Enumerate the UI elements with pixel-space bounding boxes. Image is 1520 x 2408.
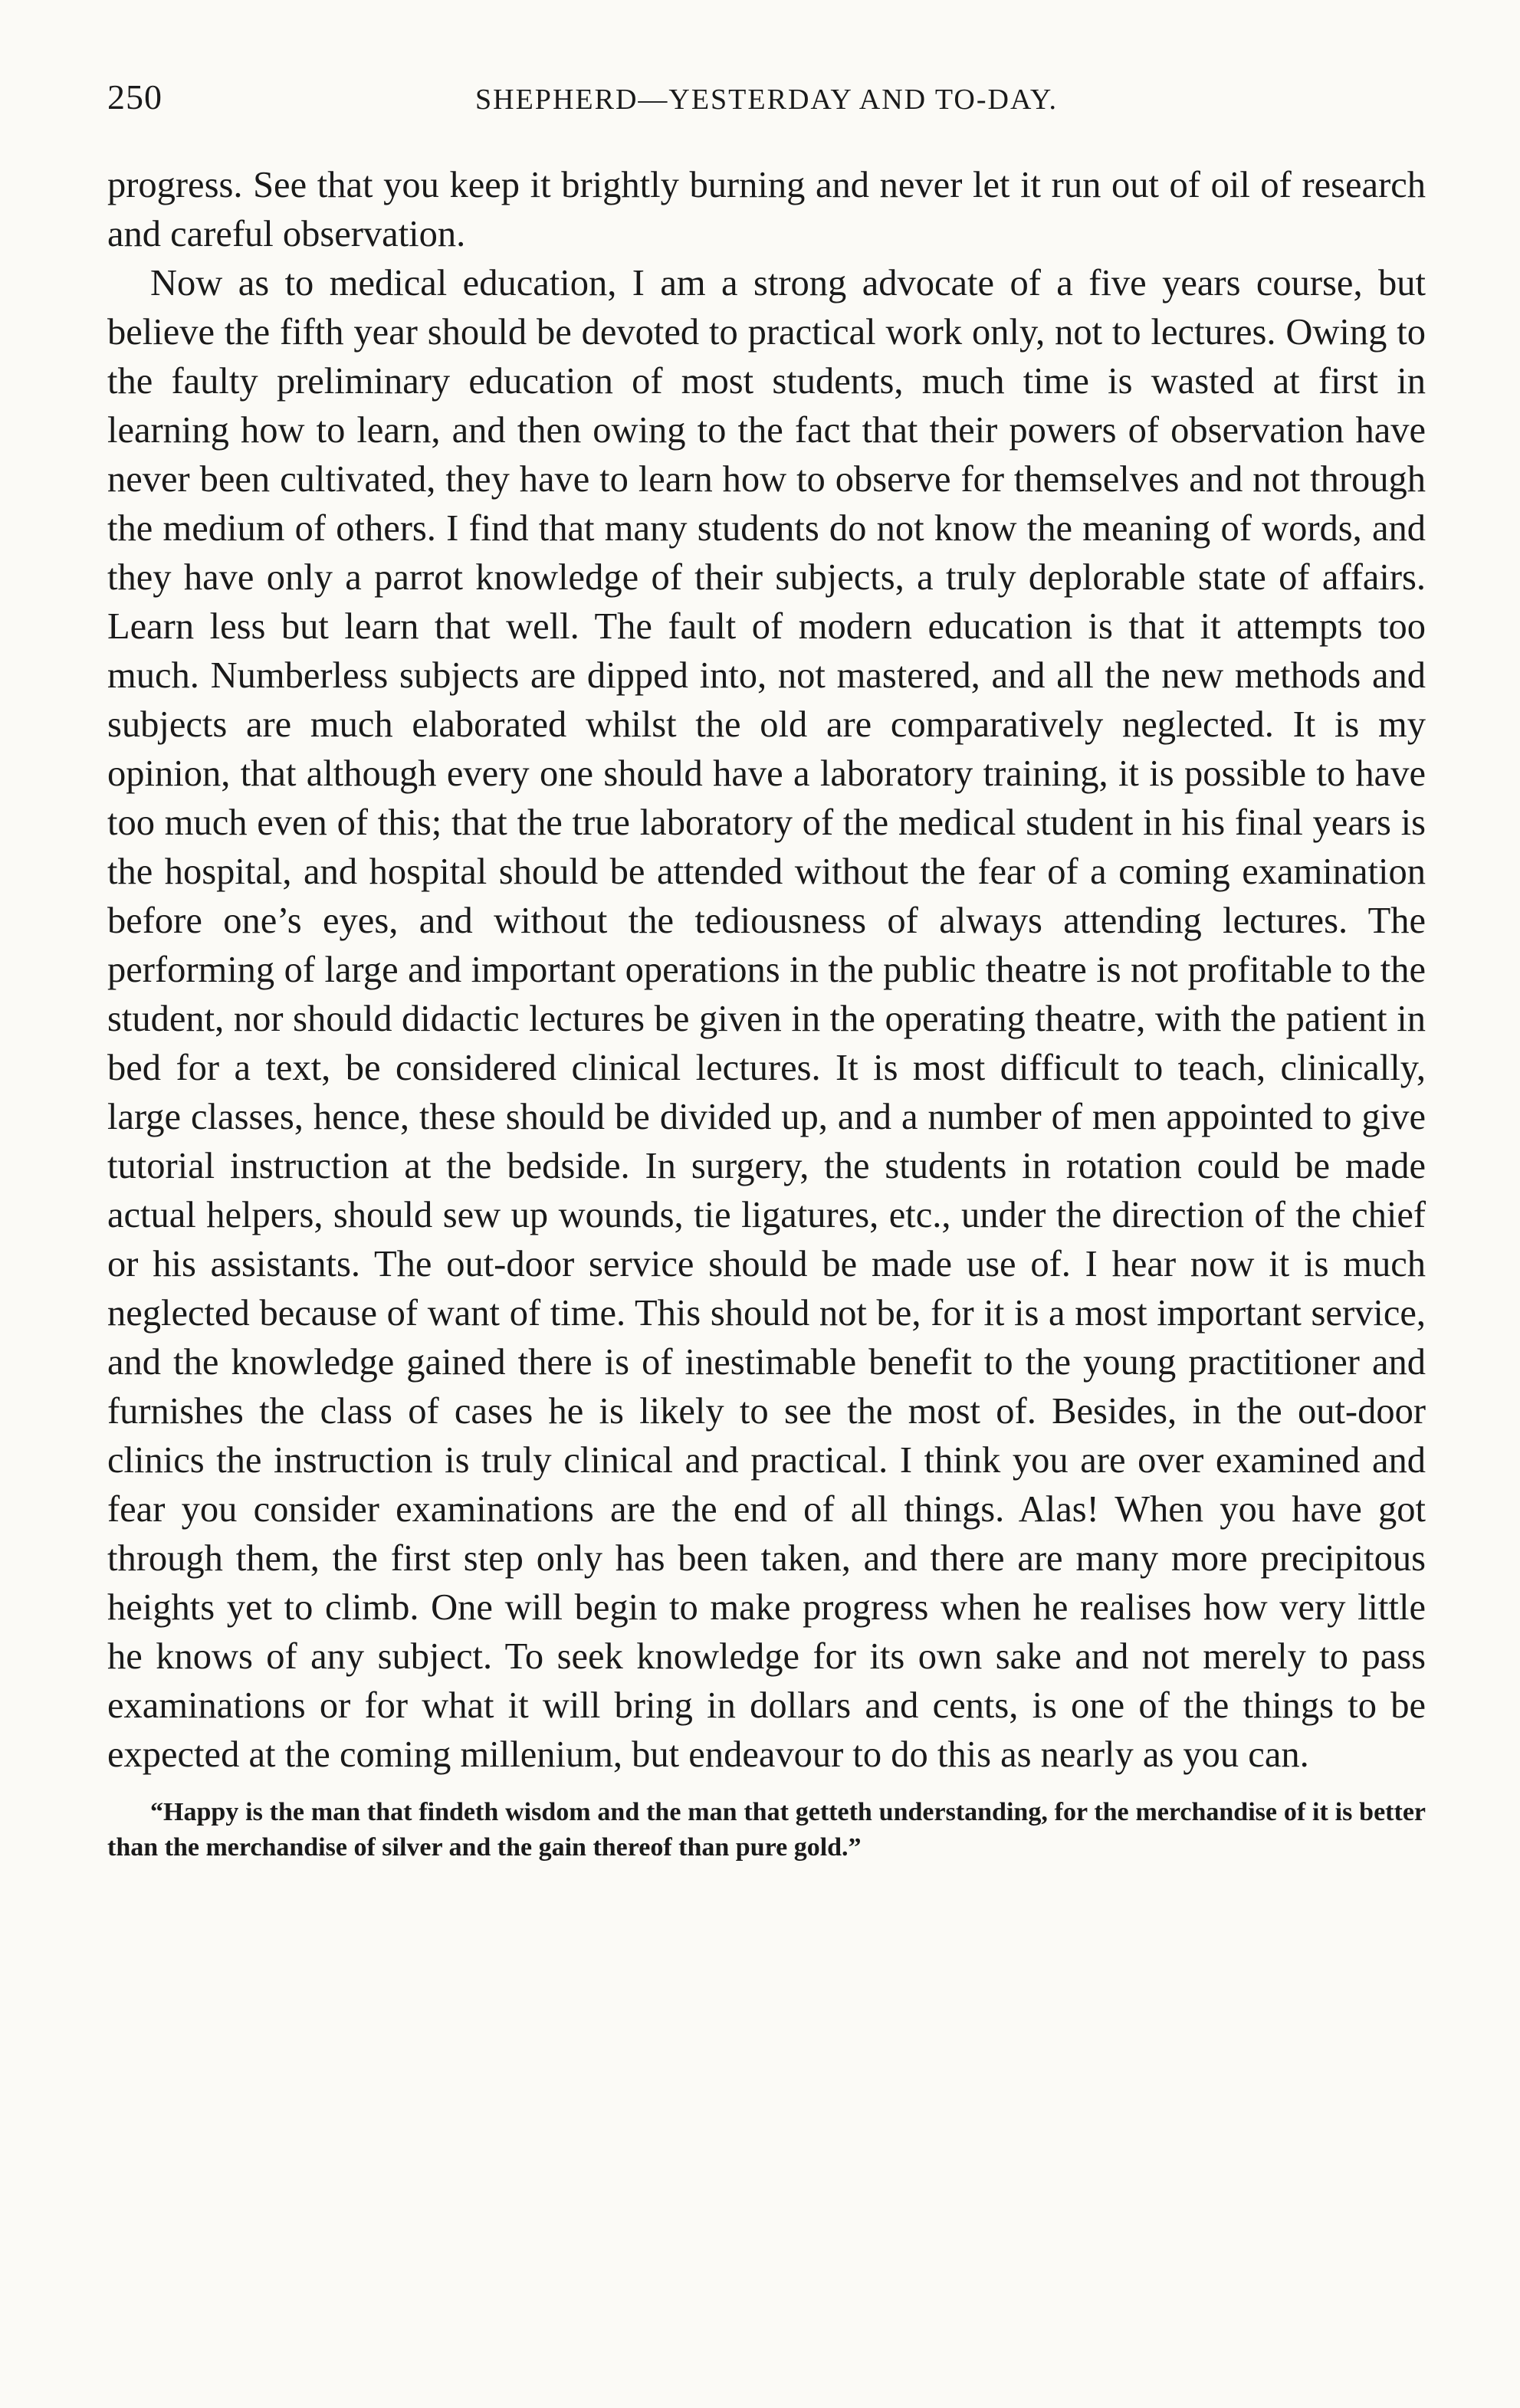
page-number: 250	[107, 77, 163, 116]
page-header	[107, 77, 1426, 130]
closing-quotation: “Happy is the man that findeth wisdom and the man that getteth understanding, for the merchandise of it is better than the merchandise of silver and the gain thereof than pure gold.”	[107, 1798, 1426, 1862]
book-page	[107, 77, 1426, 1865]
paragraph-medical-education: Now as to medical education, I am a strong advocate of a five years course, but believe the fifth year should be devoted to practical work only, not to lectures. Owing to the faulty preliminary education of most students, much time is wasted at first in learning how to learn, and then owing to the fact that their powers of observation have never been cultivated, they have to learn how to observe for themselves and not through the medium of others. I find that many students do not know the meaning of words, and they have only a parrot knowledge of their subjects, a truly deplorable state of affairs. Learn less but learn that well. The fault of modern education is that it attempts too much. Numberless subjects are dipped into, not mastered, and all the new methods and subjects are much elaborated whilst the old are comparatively neglected. It is my opinion, that although every one should have a laboratory training, it is possible to have too much even of this; that the true laboratory of the medical student in his final years is the hospital, and hospital should be attended without the fear of a coming examination before one’s eyes, and without the tediousness of always attending lectures. The performing of large and important operations in the public theatre is not profitable to the student, nor should didactic lectures be given in the operating theatre, with the patient in bed for a text, be considered clinical lectures. It is most difficult to teach, clinically, large classes, hence, these should be divided up, and a number of men appointed to give tutorial instruction at the bedside. In surgery, the students in rotation could be made actual helpers, should sew up wounds, tie ligatures, etc., under the direction of the chief or his assistants. The out-door service should be made use of. I hear now it is much neglected because of want of time. This should not be, for it is a most important service, and the knowledge gained there is of inestimable benefit to the young practitioner and furnishes the class of cases he is likely to see the most of. Besides, in the out-door clinics the instruction is truly clinical and practical. I think you are over examined and fear you consider examinations are the end of all things. Alas! When you have got through them, the first step only has been taken, and there are many more precipitous heights yet to climb. One will begin to make progress when he realises how very little he knows of any subject. To seek knowledge for its own sake and not merely to pass examinations or for what it will bring in dollars and cents, is one of the things to be expected at the coming millenium, but endeavour to do this as nearly as you can.	[107, 263, 1426, 1775]
running-title: SHEPHERD—YESTERDAY AND TO-DAY.	[475, 84, 1058, 116]
paragraph-continued: progress. See that you keep it brightly burning and never let it run out of oil of research and careful observation.	[107, 165, 1426, 254]
body-text	[107, 161, 1426, 1780]
